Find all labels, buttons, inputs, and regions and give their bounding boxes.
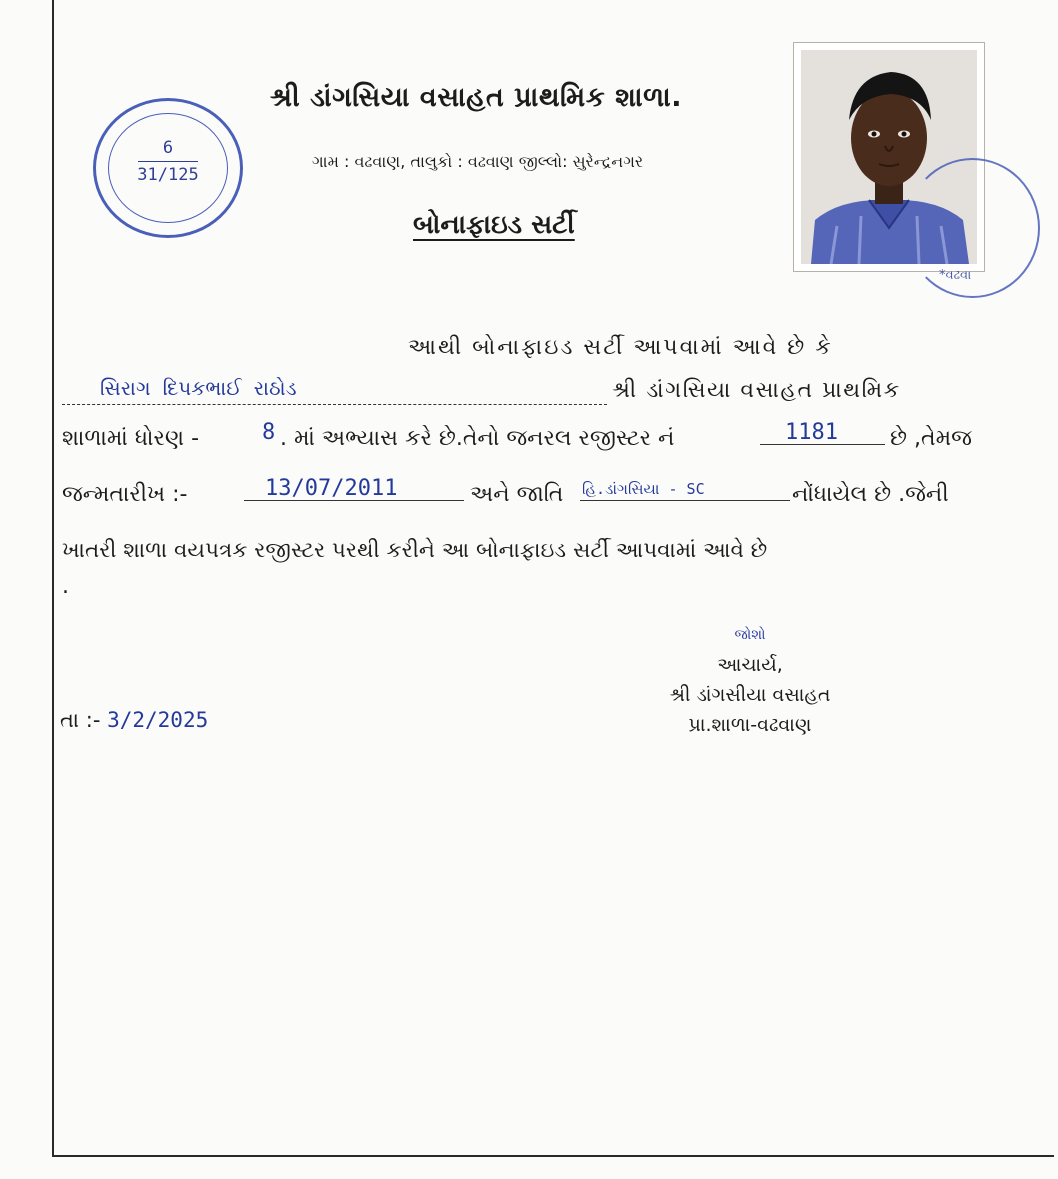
caste-blank-line: [580, 500, 790, 501]
photo-seal-stamp: [905, 158, 1040, 298]
principal-signature-block: [620, 620, 880, 740]
signature-school: શ્રી ડાંગસીયા વસાહત: [669, 684, 831, 706]
body-line-2: શ્રી ડાંગસિયા વસાહત પ્રાથમિક: [612, 378, 901, 403]
birth-date: 13/07/2011: [265, 476, 398, 501]
date-value: 3/2/2025: [107, 708, 209, 732]
photo-seal-text: *વઢવા: [939, 268, 972, 283]
register-number: 1181: [785, 420, 838, 445]
date-row: [60, 708, 208, 733]
seal-number-bottom: 31/125: [137, 165, 199, 185]
body-line-4-suffix: નોંધાયેલ છે .જેની: [792, 482, 949, 507]
certificate-title: બોનાફાઇડ સર્ટી: [413, 210, 575, 240]
body-line-3-suffix: છે ,તેમજ: [890, 426, 972, 451]
body-line-1: આથી બોનાફાઇડ સર્ટી આપવામાં આવે છે કે: [408, 335, 833, 360]
signature-place: પ્રા.શાળા-વઢવાણ: [688, 714, 812, 736]
designation: આચાર્ય,: [717, 654, 783, 676]
body-line-5: ખાતરી શાળા વયપત્રક રજીસ્ટર પરથી કરીને આ બોનાફાઇડ સર્ટી આપવામાં આવે છે: [62, 538, 768, 563]
signature-scribble: જોશો: [734, 627, 766, 643]
seal-number-top: 6: [162, 138, 174, 158]
body-line-3-middle: . માં અભ્યાસ કરે છે.તેનો જનરલ રજીસ્ટર નં: [280, 426, 675, 451]
date-label: તા :-: [60, 708, 101, 732]
body-line-4-prefix: જન્મતારીખ :-: [62, 482, 188, 507]
body-line-3-prefix: શાળામાં ધોરણ -: [62, 426, 200, 451]
student-name: સિરાગ દિપકભાઈ રાઠોડ: [100, 376, 297, 400]
name-blank-line: [62, 404, 607, 405]
school-address: ગામ : વઢવાણ, તાલુકો : વઢવાણ જીલ્લો: સુરેન્દ્રનગર: [312, 152, 644, 171]
standard-value: 8: [262, 420, 276, 445]
school-name: શ્રી ડાંગસિયા વસાહત પ્રાથમિક શાળા.: [270, 82, 683, 113]
body-line-6: .: [62, 574, 69, 599]
school-seal-stamp: [93, 98, 243, 238]
body-line-4-middle: અને જાતિ: [470, 482, 564, 507]
caste-value: હિ.ડાંગસિયા - SC: [582, 480, 705, 498]
